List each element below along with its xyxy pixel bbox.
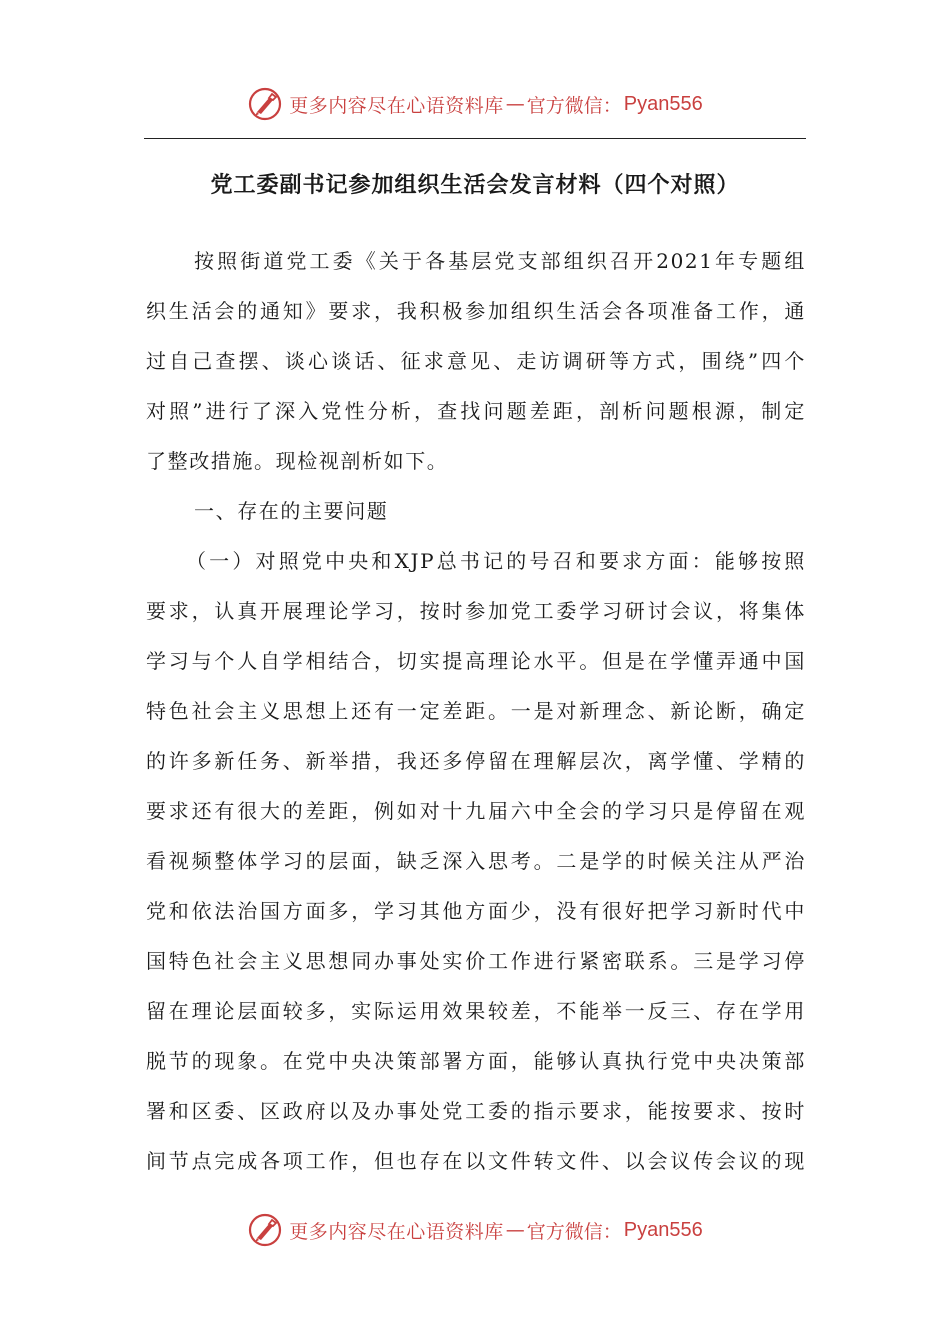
- section-heading: 一、存在的主要问题: [194, 499, 389, 523]
- watermark-separator: —: [505, 93, 525, 115]
- body-line: 看视频整体学习的层面，缺乏深入思考。二是学的时候关注从严治: [146, 849, 806, 873]
- body-line: 特色社会主义思想上还有一定差距。一是对新理念、新论断，确定: [146, 699, 806, 723]
- body-line: 要求，认真开展理论学习，按时参加党工委学习研讨会议，将集体: [146, 599, 806, 623]
- body-line: 对照”进行了深入党性分析，查找问题差距，剖析问题根源，制定: [146, 399, 806, 423]
- body-line: 的许多新任务、新举措，我还多停留在理解层次，离学懂、学精的: [146, 749, 806, 773]
- header-watermark: [0, 84, 950, 124]
- watermark-wechat-id: Pyan556: [623, 1218, 703, 1241]
- header-divider: [144, 138, 806, 139]
- footer-watermark: [0, 1210, 950, 1250]
- watermark-wechat-label: 官方微信：: [526, 94, 622, 117]
- body-line: 要求还有很大的差距，例如对十九届六中全会的学习只是停留在观: [146, 799, 806, 823]
- body-line: 间节点完成各项工作，但也存在以文件转文件、以会议传会议的现: [146, 1149, 806, 1173]
- watermark-separator: —: [505, 1219, 525, 1241]
- body-line: 脱节的现象。在党中央决策部署方面，能够认真执行党中央决策部: [146, 1049, 806, 1073]
- body-line: 过自己查摆、谈心谈话、征求意见、走访调研等方式，围绕”四个: [146, 349, 806, 373]
- pen-nib-circle-icon: [247, 1212, 283, 1248]
- watermark-wechat-id: Pyan556: [623, 92, 703, 115]
- body-line: （一）对照党中央和XJP总书记的号召和要求方面：能够按照: [186, 549, 806, 573]
- watermark-wechat-label: 官方微信：: [526, 1220, 622, 1243]
- body-line: 留在理论层面较多，实际运用效果较差，不能举一反三、存在学用: [146, 999, 806, 1023]
- body-line: 学习与个人自学相结合，切实提高理论水平。但是在学懂弄通中国: [146, 649, 806, 673]
- document-body: [146, 236, 806, 1186]
- body-line: 按照街道党工委《关于各基层党支部组织召开2021年专题组: [194, 249, 806, 273]
- document-title: 党工委副书记参加组织生活会发言材料（四个对照）: [210, 172, 740, 198]
- body-line: 织生活会的通知》要求，我积极参加组织生活会各项准备工作，通: [146, 299, 806, 323]
- watermark-text: 更多内容尽在心语资料库: [289, 1220, 504, 1243]
- body-line: 署和区委、区政府以及办事处党工委的指示要求，能按要求、按时: [146, 1099, 806, 1123]
- watermark-text: 更多内容尽在心语资料库: [289, 94, 504, 117]
- body-line: 国特色社会主义思想同办事处实价工作进行紧密联系。三是学习停: [146, 949, 806, 973]
- body-line: 党和依法治国方面多，学习其他方面少，没有很好把学习新时代中: [146, 899, 806, 923]
- body-line: 了整改措施。现检视剖析如下。: [146, 449, 449, 473]
- pen-nib-circle-icon: [247, 86, 283, 122]
